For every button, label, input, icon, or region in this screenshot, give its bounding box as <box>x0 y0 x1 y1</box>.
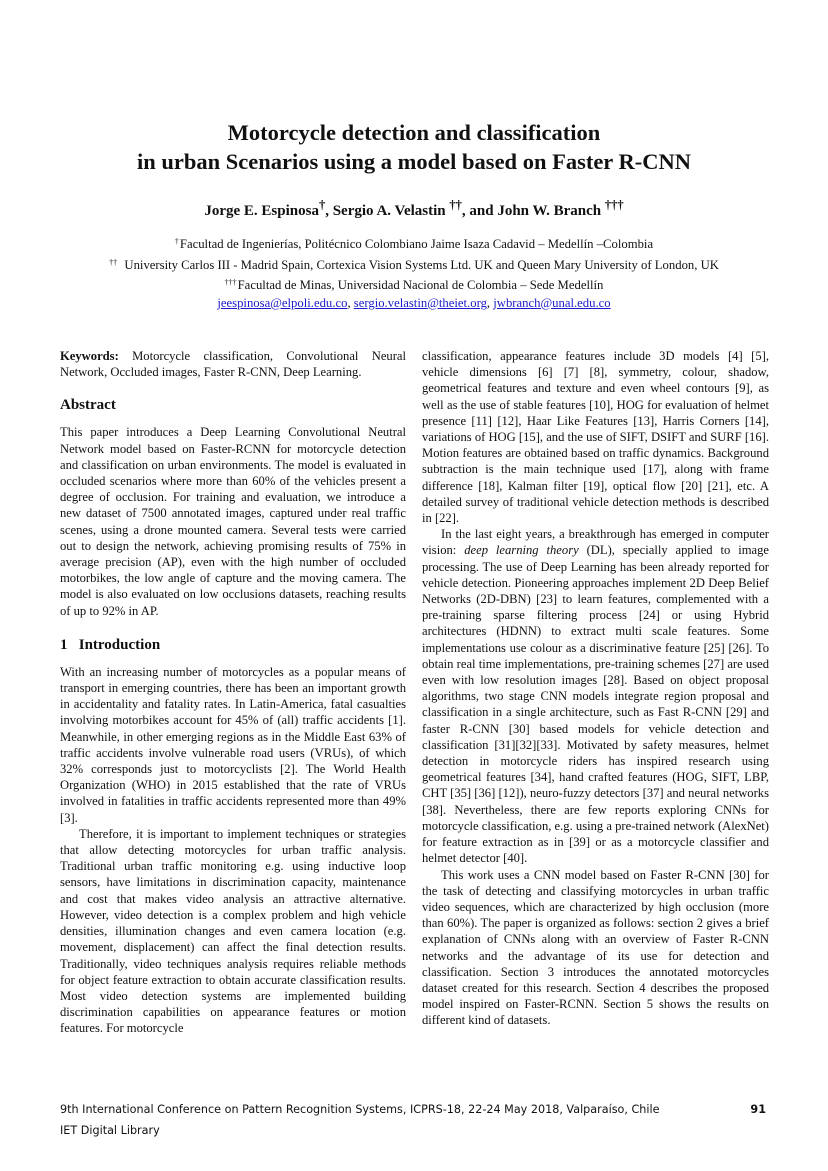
affiliation-mark: †† <box>109 257 118 267</box>
page-number: 91 <box>750 1103 766 1116</box>
author-name: Sergio A. Velastin <box>332 203 450 219</box>
footer-library-line <box>60 1124 768 1137</box>
author-mark: ††† <box>604 198 624 212</box>
author-separator: , and <box>461 203 498 219</box>
intro-paragraph-2: Therefore, it is important to implement techniques or strategies that allow detecting motorcycles for urban traffic analysis. Traditional urban traffic monitoring e.g. using inductive loop sensors, have limitations in discrimination capacity, maintenance and cost that makes video analysis an attractive alternative. However, video detection is a complex problem and high vehicle densities, illumination changes and even camera location (e.g. movement, displacement) can affect the final detection results. Traditionally, video techniques analysis requires reliable methods for object feature extraction to obtain accurate classification results. Most video detection systems are implemented building discrimination capabilities on appearance features or motion features. For motorcycle <box>60 826 406 1036</box>
library-name: IET Digital Library <box>60 1124 160 1137</box>
affiliation-text: Facultad de Ingenierías, Politécnico Colombiano Jaime Isaza Cadavid – Medellín –Colombia <box>179 237 654 251</box>
text-span: In the last eight years, a breakthrough has emerged in computer vision: <box>422 527 769 558</box>
affiliation-line <box>60 233 768 254</box>
affiliation-line <box>60 274 768 295</box>
affiliation-mark: ††† <box>224 278 237 287</box>
abstract-heading: Abstract <box>60 397 116 414</box>
conference-name: 9th International Conference on Pattern Recognition Systems, ICPRS-18, 22-24 May 2018, Valparaíso, Chile <box>60 1103 660 1116</box>
text-span: (DL), specially applied to image processing. The use of Deep Learning has been already reported for vehicle detection. Pioneering approaches implement 2D Deep Belief Networks (2D-DBN) [23] to learn features, complemented with a pre-training sparse filtering process [24] or using Hybrid architectures (HDNN) to extract multi scale features. Some implementations use colour as a discriminative feature [25] [26]. To obtain real time implementations, pre-training schemes [27] are used even with low resolution images [28]. Based on object proposal algorithms, two stage CNN models integrate region proposal and classification in a single architecture, such as Fast R-CNN [29] and faster R-CNN [30] based models for vehicle detection and classification [31][32][33]. Motivated by safety measures, helmet detection in motorcycle riders has inspired research using geometrical features [34], hand crafted features (HOG, SIFT, LBP, CHT [35] [36] [12]), neuro-fuzzy detectors [37] and neural networks [38]. Nevertheless, there are few reports exploring CNNs for motorcycle classification, e.g. using a pre-trained network (AlexNet) for feature extraction as in [39] or as a motorcycle classifier and helmet detector [40]. <box>422 543 770 866</box>
email-link[interactable]: sergio.velastin@theiet.org <box>353 295 487 310</box>
email-link[interactable]: jeespinosa@elpoli.edu.co <box>217 295 348 310</box>
left-column <box>60 348 406 1037</box>
intro-paragraph-1: With an increasing number of motorcycles as a popular means of transport in emerging countries, there has been an important growth in accidentality and fatality rates. In Latin-America, fatal casualties involving motorbikes account for 45% of (all) traffic accidents [1]. Meanwhile, in other emerging regions as in the Middle East 63% of traffic accidents involve vulnerable road users (VRUs), of which 32% corresponds just to motorcyclists [2]. The World Health Organization (WHO) in 2015 established that the rate of VRUs involved in fatalities in traffic accidents represented more than 49% [3]. <box>60 664 406 825</box>
paper-title <box>60 118 768 176</box>
keywords-label: Keywords: <box>60 349 119 363</box>
title-line-2: in urban Scenarios using a model based on Faster R-CNN <box>136 149 692 174</box>
affiliation-text: University Carlos III - Madrid Spain, Cortexica Vision Systems Ltd. UK and Queen Mary University of London, UK <box>124 257 719 272</box>
author-name: Jorge E. Espinosa <box>204 203 319 219</box>
right-column <box>422 348 769 1029</box>
abstract-text: This paper introduces a Deep Learning Convolutional Neutral Network model based on Faster-RCNN for motorcycle detection and classification on urban environments. The model is evaluated in occluded scenarios where more than 60% of the vehicles present a degree of occlusion. For training and evaluation, we introduce a new dataset of 7500 annotated images, captured under real traffic scenes, using a drone mounted camera. Several tests were carried out to design the network, achieving promising results of 75% in average precision (AP), even with the high number of occluded motorbikes, the low angle of capture and the moving camera. The model is also evaluated on low occlusions datasets, reaching results of up to 92% in AP. <box>60 425 406 618</box>
right-paragraph-1: classification, appearance features include 3D models [4] [5], vehicle dimensions [6] [7] [8], symmetry, colour, shadow, geometrical features and texture and even wheel contours [9], as well as the use of stable features [10], HOG for evaluation of helmet presence [11] [12], Haar Like Features [13], Harris Corners [14], variations of HOG [15], and the use of SIFT, DSIFT and SURF [16]. Motion features are obtained based on traffic dynamics. Background subtraction is the main technique used [17], along with frame difference [18], Kalman filter [19], optical flow [20] [21], etc. A detailed survey of traditional vehicle detection methods is described in [22]. <box>422 349 769 526</box>
emphasis-text: deep learning theory <box>464 543 579 558</box>
author-mark: †† <box>449 198 462 212</box>
right-paragraph-2 <box>422 526 769 866</box>
author-list <box>60 198 768 220</box>
right-paragraph-3: This work uses a CNN model based on Faster R-CNN [30] for the task of detecting and classifying motorcycles in urban traffic video sequences, which are characterized by high occlusion (more than 60%). The paper is organized as follows: section 2 gives a brief explanation of CNNs along with an overview of Faster R-CNN networks and the advantage of its use for detection and classification. Section 3 introduces the annotated motorcycles dataset created for this research. Section 4 describes the proposed model inspired on Faster-RCNN. Section 5 shows the results on different kind of datasets. <box>422 867 769 1028</box>
title-line-1: Motorcycle detection and classification <box>227 120 601 145</box>
affiliations <box>60 233 768 312</box>
affiliation-line <box>60 254 768 275</box>
author-name: John W. Branch <box>497 203 605 219</box>
email-link[interactable]: jwbranch@unal.edu.co <box>493 295 611 310</box>
affiliation-text: Facultad de Minas, Universidad Nacional de Colombia – Sede Medellín <box>237 278 604 292</box>
author-separator: , <box>325 203 333 219</box>
email-separator: , <box>347 295 354 310</box>
footer-conference-line <box>60 1103 768 1116</box>
email-separator: , <box>486 295 494 310</box>
introduction-heading: 1 Introduction <box>60 636 161 653</box>
keywords <box>60 348 406 380</box>
affiliation-mark: † <box>174 237 179 246</box>
email-line <box>60 295 768 313</box>
author-mark: † <box>318 198 326 212</box>
keywords-text: Motorcycle classification, Convolutional Neural Network, Occluded images, Faster R-CNN, Deep Learning. <box>60 349 406 380</box>
